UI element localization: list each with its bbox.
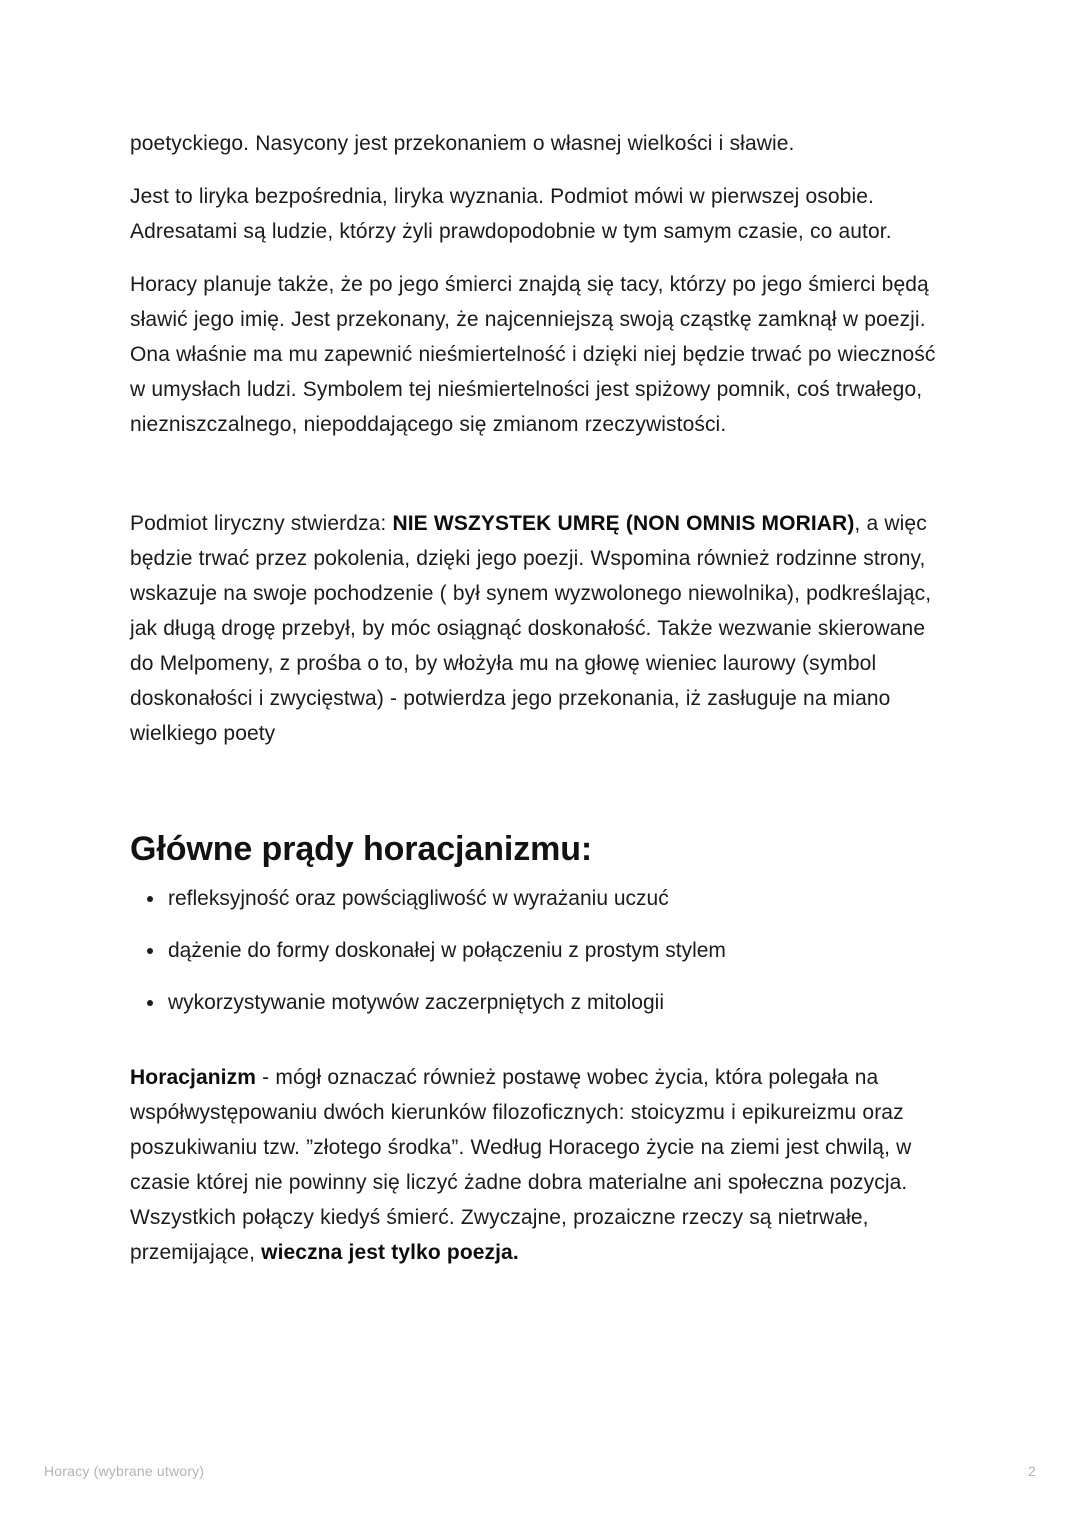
footer-page-number: 2 (1028, 1463, 1036, 1479)
page-title-glowne-prady: Główne prądy horacjanizmu: (130, 830, 593, 868)
emphasis-non-omnis-moriar: NIE WSZYSTEK UMRĘ (NON OMNIS MORIAR) (392, 512, 855, 535)
list-bottom-spacer (130, 1020, 952, 1060)
paragraph-horacy-planuje: Horacy planuje także, że po jego śmierci znajdą się tacy, którzy po jego śmierci będą sławić jego imię. Jest przekonany, że najcenniejszą swoją cząstkę zamknął w poezji. Ona właśnie ma mu zapewnić nieśmiertelność i dzięki niej będzie trwać po wieczność w umysłach ludzi. Symbolem tej nieśmiertelności jest spiżowy pomnik, coś trwałego, niezniszczalnego, niepoddającego się zmianom rzeczywistości. (130, 273, 936, 436)
paragraph-gap-spacer (130, 460, 952, 506)
paragraph-podmiot-liryczny (130, 506, 952, 751)
list-item: wykorzystywanie motywów zaczerpniętych z mitologii (168, 985, 952, 1020)
paragraph-horacjanizm (130, 1060, 952, 1270)
paragraph-horacjanizm-body: - mógł oznaczać również postawę wobec życia, która polegała na współwystępowaniu dwóch kierunków filozoficznych: stoicyzmu i epikureizmu oraz poszukiwaniu tzw. ”złotego środka”. Według Horacego życie na ziemi jest chwilą, w czasie której nie powinny się liczyć żadne dobra materialne ani społeczna pozycja. Wszystkich połączy kiedyś śmierć. Zwyczajne, prozaiczne rzeczy są nietrwałe, przemijające, (130, 1066, 912, 1264)
page-footer (44, 1458, 1036, 1484)
list-item: refleksyjność oraz powściągliwość w wyrażaniu uczuć (168, 881, 952, 916)
list-item: dążenie do formy doskonałej w połączeniu z prostym stylem (168, 933, 952, 968)
page-content (130, 126, 952, 1270)
footer-document-title: Horacy (wybrane utwory) (44, 1463, 205, 1479)
paragraph-podmiot-tail: , a więc będzie trwać przez pokolenia, dzięki jego poezji. Wspomina również rodzinne strony, wskazuje na swoje pochodzenie ( był synem wyzwolonego niewolnika), podkreślając, jak długą drogę przebył, by móc osiągnąć doskonałość. Także wezwanie skierowane do Melpomeny, z prośba o to, by włożyła mu na głowę wieniec laurowy (symbol doskonałości i zwycięstwa) - potwierdza jego przekonania, iż zasługuje na miano wielkiego poety (130, 512, 932, 745)
emphasis-wieczna-poezja: wieczna jest tylko poezja. (261, 1241, 519, 1264)
bullet-list-glowne-prady (130, 881, 952, 1020)
heading-top-spacer (130, 769, 952, 827)
paragraph-liryka-bezposrednia: Jest to liryka bezpośrednia, liryka wyznania. Podmiot mówi w pierwszej osobie. Adresatami są ludzie, którzy żyli prawdopodobnie w tym samym czasie, co autor. (130, 185, 892, 243)
paragraph-poetyckiego: poetyckiego. Nasycony jest przekonaniem o własnej wielkości i sławie. (130, 132, 795, 155)
paragraph-podmiot-lead: Podmiot liryczny stwierdza: (130, 512, 393, 535)
emphasis-horacjanizm: Horacjanizm (130, 1066, 256, 1089)
